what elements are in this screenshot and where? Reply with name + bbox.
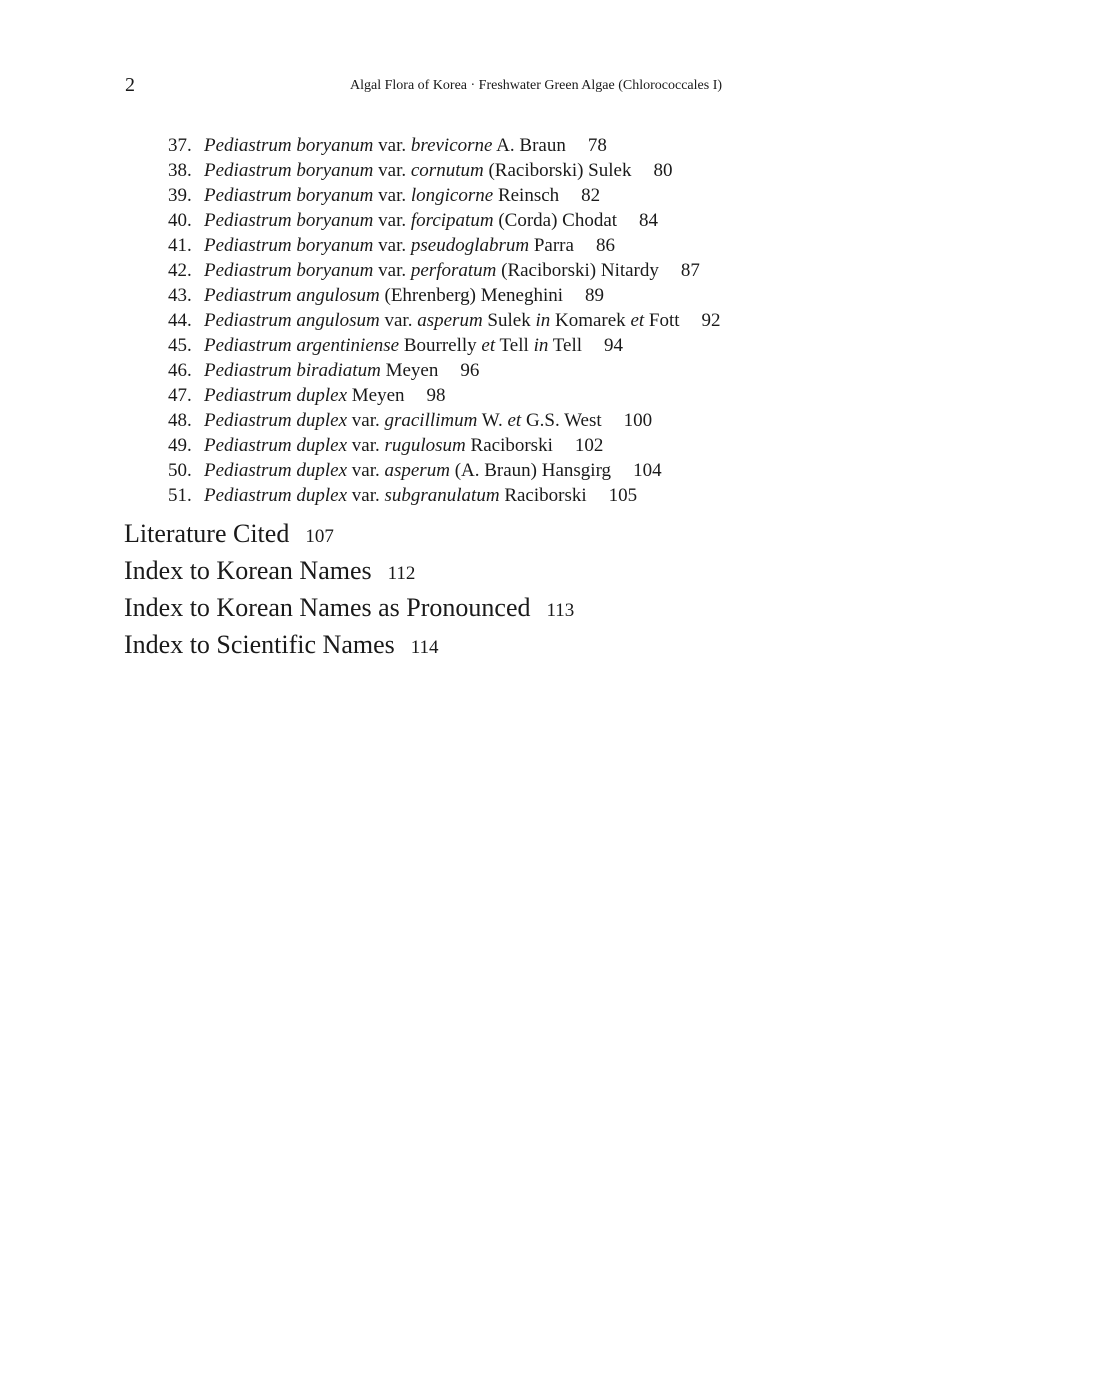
taxon-text: var. bbox=[379, 310, 418, 331]
taxon-text: var. bbox=[347, 435, 385, 456]
toc-entry-number: 40. bbox=[168, 210, 192, 231]
toc-entry bbox=[168, 208, 721, 233]
toc-entry-number: 50. bbox=[168, 460, 192, 481]
taxon-italic-text: Pediastrum duplex bbox=[204, 485, 348, 506]
taxon-italic-text: Pediastrum biradiatum bbox=[204, 360, 381, 381]
taxon-italic-text: gracillimum bbox=[384, 410, 478, 431]
taxon-text: W. bbox=[477, 410, 508, 431]
toc-entry bbox=[168, 383, 721, 408]
toc-section bbox=[124, 626, 574, 663]
taxon-italic-text: brevicorne bbox=[410, 135, 493, 156]
toc-entry-number: 49. bbox=[168, 435, 192, 456]
toc-entry-page: 89 bbox=[585, 285, 605, 306]
toc-entry bbox=[168, 408, 721, 433]
toc-entry-number: 41. bbox=[168, 235, 192, 256]
toc-entry-number: 37. bbox=[168, 135, 192, 156]
toc-entry-page: 87 bbox=[680, 260, 700, 281]
toc-entry-title bbox=[204, 385, 405, 406]
taxon-text: Reinsch bbox=[493, 185, 560, 206]
taxon-text: Meyen bbox=[347, 385, 405, 406]
toc-entry-number: 51. bbox=[168, 485, 192, 506]
taxon-italic-text: Pediastrum boryanum bbox=[204, 135, 374, 156]
taxon-italic-text: Pediastrum angulosum bbox=[204, 285, 380, 306]
taxon-italic-text: Pediastrum boryanum bbox=[204, 260, 374, 281]
taxon-text: Sulek bbox=[482, 310, 536, 331]
toc-entry-page: 96 bbox=[460, 360, 480, 381]
taxon-italic-text: Pediastrum duplex bbox=[204, 435, 348, 456]
toc-entry-number: 47. bbox=[168, 385, 192, 406]
toc-entry bbox=[168, 283, 721, 308]
toc-entry-number: 44. bbox=[168, 310, 192, 331]
toc-entry-title bbox=[204, 360, 438, 381]
taxon-text: Parra bbox=[529, 235, 574, 256]
toc-entry bbox=[168, 308, 721, 333]
taxon-italic-text: Pediastrum boryanum bbox=[204, 210, 374, 231]
toc-entry-page: 104 bbox=[633, 460, 662, 481]
toc-entry-page: 78 bbox=[587, 135, 607, 156]
taxon-italic-text: cornutum bbox=[410, 160, 484, 181]
taxon-text: var. bbox=[373, 135, 411, 156]
toc-section-title: Index to Korean Names as Pronounced bbox=[124, 593, 531, 622]
toc-section bbox=[124, 589, 574, 626]
taxon-italic-text: subgranulatum bbox=[384, 485, 500, 506]
toc-entry-page: 102 bbox=[574, 435, 604, 456]
toc-section bbox=[124, 552, 574, 589]
toc-entry-page: 94 bbox=[604, 335, 624, 356]
taxon-text: var. bbox=[373, 185, 411, 206]
taxon-text: Meyen bbox=[380, 360, 439, 381]
taxon-italic-text: et bbox=[630, 310, 645, 331]
taxon-text: var. bbox=[373, 260, 411, 281]
taxon-text: var. bbox=[347, 410, 385, 431]
toc-entry-number: 39. bbox=[168, 185, 192, 206]
taxon-text: (Raciborski) Sulek bbox=[483, 160, 632, 181]
toc-section-page: 112 bbox=[387, 563, 416, 584]
taxon-text: A. Braun bbox=[492, 135, 566, 156]
toc-entry bbox=[168, 233, 721, 258]
taxon-text: Tell bbox=[495, 335, 534, 356]
toc-entry bbox=[168, 333, 721, 358]
toc-entry-page: 82 bbox=[581, 185, 601, 206]
taxon-text: (Ehrenberg) Meneghini bbox=[379, 285, 564, 306]
taxon-text: (Corda) Chodat bbox=[493, 210, 618, 231]
toc-entry-number: 38. bbox=[168, 160, 192, 181]
toc-entry-page: 92 bbox=[701, 310, 721, 331]
taxon-italic-text: Pediastrum boryanum bbox=[204, 235, 374, 256]
toc-section-title: Literature Cited bbox=[124, 519, 290, 548]
taxon-text: (Raciborski) Nitardy bbox=[496, 260, 659, 281]
taxon-italic-text: Pediastrum argentiniense bbox=[204, 335, 400, 356]
toc-entry-number: 42. bbox=[168, 260, 192, 281]
toc-section-page: 113 bbox=[546, 600, 575, 621]
taxon-italic-text: Pediastrum angulosum bbox=[204, 310, 380, 331]
taxon-text: (A. Braun) Hansgirg bbox=[449, 460, 612, 481]
taxon-italic-text: pseudoglabrum bbox=[410, 235, 530, 256]
taxon-italic-text: longicorne bbox=[410, 185, 494, 206]
taxon-text: Raciborski bbox=[499, 485, 587, 506]
toc-entry-title bbox=[204, 460, 611, 481]
taxon-italic-text: Pediastrum boryanum bbox=[204, 160, 374, 181]
toc-section-page: 107 bbox=[305, 526, 334, 547]
toc-entry bbox=[168, 183, 721, 208]
taxon-italic-text: Pediastrum duplex bbox=[204, 460, 348, 481]
toc-entry bbox=[168, 133, 721, 158]
toc-entry-title bbox=[204, 410, 602, 431]
toc-section bbox=[124, 515, 574, 552]
toc-section-title: Index to Scientific Names bbox=[124, 630, 395, 659]
toc-entry-number: 46. bbox=[168, 360, 192, 381]
toc-entry-title bbox=[204, 210, 617, 231]
toc-entry-title bbox=[204, 285, 563, 306]
toc-entry-page: 98 bbox=[426, 385, 446, 406]
toc-entry bbox=[168, 458, 721, 483]
taxon-italic-text: perforatum bbox=[410, 260, 497, 281]
toc-entry bbox=[168, 483, 721, 508]
taxon-italic-text: rugulosum bbox=[384, 435, 466, 456]
taxon-italic-text: et bbox=[481, 335, 496, 356]
taxon-italic-text: asperum bbox=[417, 310, 483, 331]
toc-entry-title bbox=[204, 235, 574, 256]
taxon-text: Tell bbox=[548, 335, 583, 356]
taxon-italic-text: asperum bbox=[384, 460, 450, 481]
toc-entry-page: 86 bbox=[595, 235, 615, 256]
taxon-italic-text: in bbox=[533, 335, 549, 356]
toc-entry-number: 43. bbox=[168, 285, 192, 306]
toc-entry bbox=[168, 258, 721, 283]
toc-entry-title bbox=[204, 260, 659, 281]
toc-entry-title bbox=[204, 135, 566, 156]
taxon-text: var. bbox=[373, 160, 411, 181]
toc-entry-page: 80 bbox=[653, 160, 673, 181]
toc-entry-page: 84 bbox=[639, 210, 659, 231]
taxon-text: Raciborski bbox=[465, 435, 553, 456]
toc-entry-title bbox=[204, 335, 582, 356]
taxon-italic-text: et bbox=[507, 410, 522, 431]
toc-entry-page: 100 bbox=[623, 410, 653, 431]
toc-entry-title bbox=[204, 485, 587, 506]
toc-section-title: Index to Korean Names bbox=[124, 556, 372, 585]
toc-entry-page: 105 bbox=[608, 485, 638, 506]
taxon-text: var. bbox=[373, 235, 411, 256]
running-head: Algal Flora of Korea · Freshwater Green Algae (Chlorococcales I) bbox=[350, 78, 723, 93]
taxon-italic-text: Pediastrum duplex bbox=[204, 410, 348, 431]
toc-section-list bbox=[124, 515, 574, 663]
toc-entry-list bbox=[168, 133, 721, 508]
toc-entry bbox=[168, 358, 721, 383]
taxon-text: Fott bbox=[644, 310, 680, 331]
toc-section-page: 114 bbox=[410, 637, 439, 658]
toc-entry bbox=[168, 433, 721, 458]
toc-entry-title bbox=[204, 310, 680, 331]
toc-entry-title bbox=[204, 160, 631, 181]
toc-entry bbox=[168, 158, 721, 183]
taxon-italic-text: in bbox=[535, 310, 551, 331]
toc-entry-title bbox=[204, 435, 553, 456]
taxon-text: var. bbox=[373, 210, 411, 231]
taxon-text: G.S. West bbox=[521, 410, 602, 431]
taxon-italic-text: Pediastrum boryanum bbox=[204, 185, 374, 206]
toc-entry-number: 48. bbox=[168, 410, 192, 431]
taxon-italic-text: forcipatum bbox=[410, 210, 494, 231]
taxon-text: var. bbox=[347, 485, 385, 506]
taxon-text: Bourrelly bbox=[399, 335, 482, 356]
taxon-text: var. bbox=[347, 460, 385, 481]
taxon-text: Komarek bbox=[550, 310, 631, 331]
page-number: 2 bbox=[125, 74, 135, 96]
toc-entry-number: 45. bbox=[168, 335, 192, 356]
toc-entry-title bbox=[204, 185, 559, 206]
taxon-italic-text: Pediastrum duplex bbox=[204, 385, 348, 406]
